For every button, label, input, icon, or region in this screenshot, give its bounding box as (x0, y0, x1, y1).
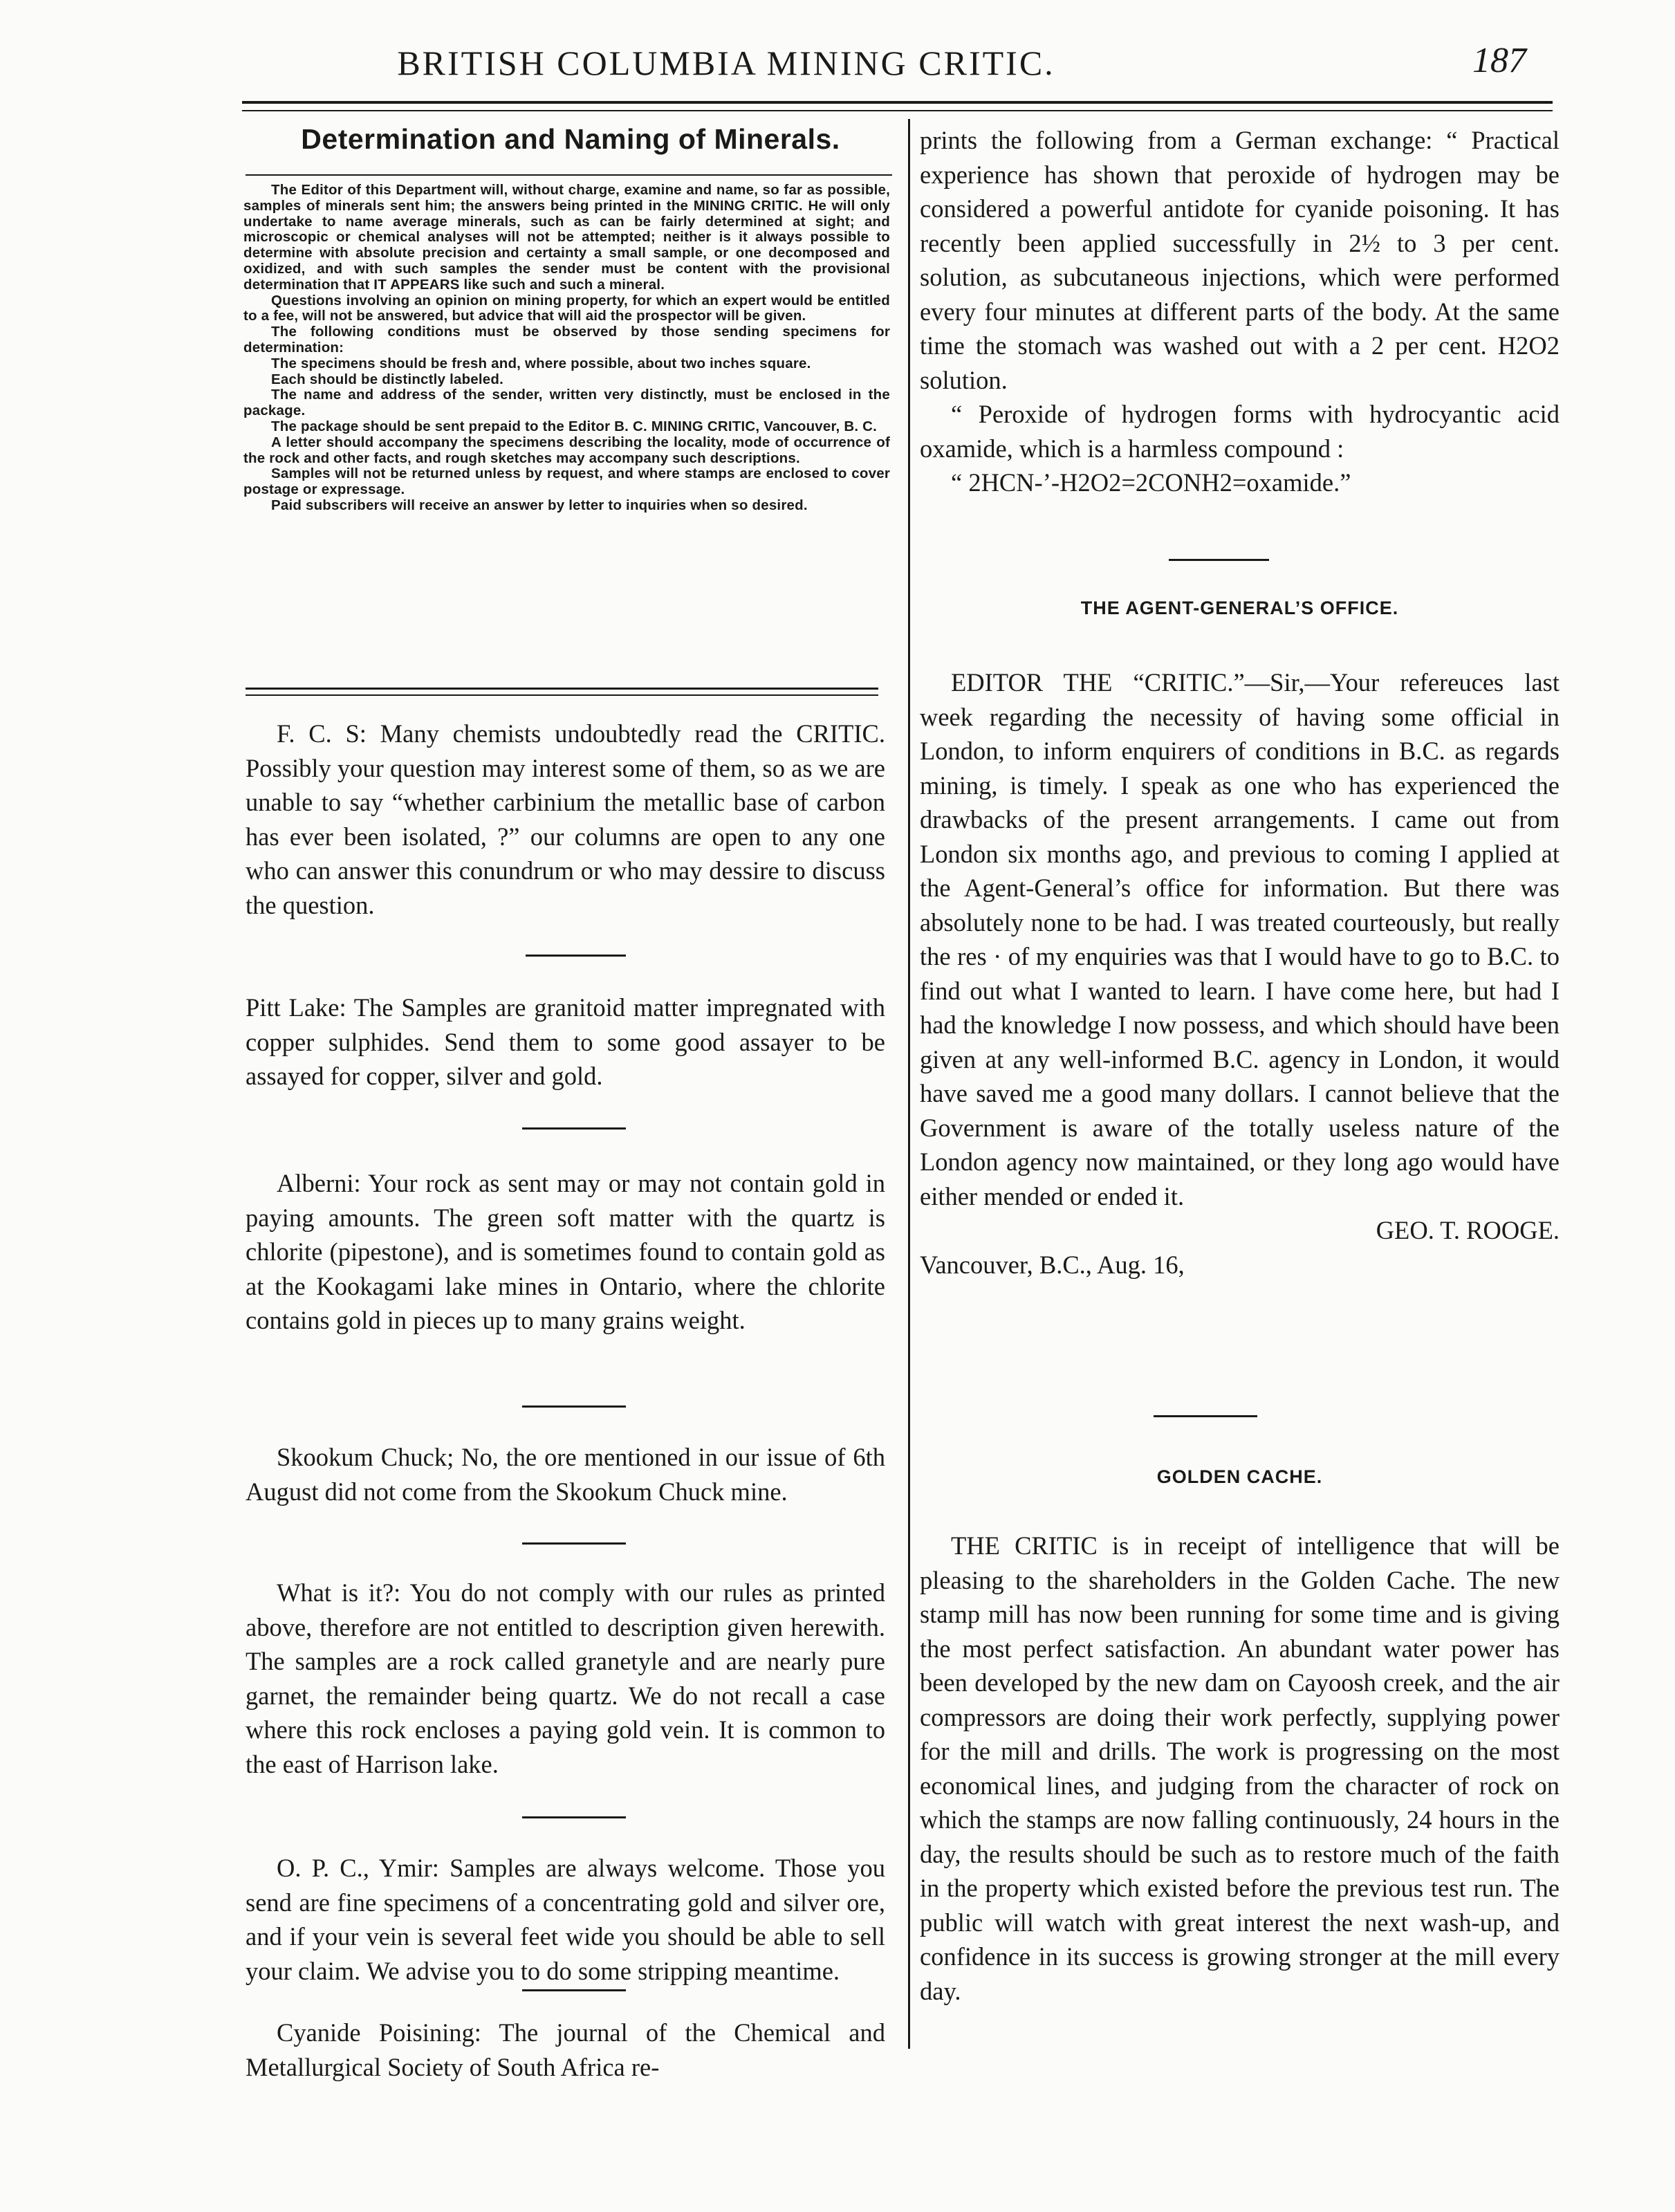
answer-what-is-it: What is it?: You do not comply with our rules as printed above, therefore are not entitled to description given herewith. The samples are a rock called granetyle and are nearly pure garnet, the remainder being quartz. We do not recall a case where this rock encloses a paying gold vein. It is common to the east of Harrison lake. (246, 1578, 885, 1778)
notice-para: The specimens should be fresh and, where possible, about two inches square. (271, 355, 811, 371)
answer-alberni: Alberni: Your rock as sent may or may not contain gold in paying amounts. The green soft matter with the quartz is chlorite (pipestone), and is sometimes found to contain gold as at the Kookagami lake mines in Ontario, where the chlorite contains gold in pieces up to many grains weight. (246, 1169, 885, 1334)
notice-para: The Editor of this Department will, without charge, examine and name, so far as possible, samples of minerals sent him; the answers being printed in the MINING CRITIC. He will only undertake to name average minerals, such as can be fairly determined at sight; and microscopic or chemical analyses will not be attempted; neither is it always possible to determine with absolute precision and certainty a small sample, or one decomposed and oxidized, and with such samples the sender must be content with the provisional determination that IT APPEARS like such and such a mineral. (243, 182, 890, 293)
header-rule-bottom (242, 110, 1553, 111)
notice-para: The following conditions must be observed by those sending specimens for determination: (243, 324, 890, 356)
answer-pitt-lake: Pitt Lake: The Samples are granitoid matter impregnated with copper sulphides. Send them to some good assayer to be assayed for copper, silver and gold. (246, 993, 885, 1090)
column-divider (908, 119, 910, 2049)
separator (1169, 559, 1269, 561)
section-title: Determination and Naming of Minerals. (301, 123, 840, 155)
notice-block (243, 183, 890, 514)
title-rule (246, 174, 892, 176)
notice-rule-top (246, 688, 878, 690)
notice-para: Questions involving an opinion on mining property, for which an expert would be entitled to a fee, will not be answered, but advice that will aid the prospector will be given. (243, 292, 890, 324)
notice-para: A letter should accompany the specimens describing the locality, mode of occurrence of the rock and other facts, and rough sketches may accompany such descriptions. (243, 434, 890, 466)
notice-para: Samples will not be returned unless by request, and where stamps are enclosed to cover postage or expressage. (243, 466, 890, 498)
separator (522, 1816, 626, 1818)
page-number: 187 (1472, 41, 1526, 80)
separator (522, 1127, 626, 1130)
separator (522, 1542, 626, 1545)
answer-fcs: F. C. S: Many chemists undoubtedly read the CRITIC. Possibly your question may interest some of them, so as we are unable to say “whether carbinium the metallic base of carbon has ever been isolated, ?” our columns are open to any one who can answer this conundrum or who may dessire to discuss the question. (246, 719, 885, 919)
golden-cache-title: GOLDEN CACHE. (1156, 1466, 1323, 1487)
agent-general-letter: EDITOR THE “CRITIC.”—Sir,—Your refereuces last week regarding the necessity of having some official in London, to inform enquirers of conditions in B.C. as regards mining, is timely. I speak as one who has experienced the drawbacks of the present arrangements. I came out from London six months ago, and previous to coming I applied at the Agent-General’s office for information. But there was absolutely none to be had. I was treated courteously, but really the res · of my enquiries was that I would have to go to B.C. to find out what I wanted to learn. I have come here, but had I had the knowledge I now possess, and which should have been given at any well-informed B.C. agency in London, it would have saved me a good many dollars. I cannot believe that the Government is aware of the totally useless nature of the London agency now maintained, or they long ago would have either mended or ended it. GEO. T. ROOGE. Vancouver, B.C., Aug. 16, (920, 665, 1560, 1282)
header-rule-top (242, 101, 1553, 104)
notice-para: Each should be distinctly labeled. (271, 371, 504, 387)
answer-opc-ymir: O. P. C., Ymir: Samples are always welcome. Those you send are fine specimens of a concentrating gold and silver ore, and if your vein is several feet wide you should be able to sell your claim. We advise you to do some stripping meantime. (246, 1854, 885, 1985)
separator (1154, 1415, 1257, 1417)
separator (522, 1405, 626, 1408)
running-head: BRITISH COLUMBIA MINING CRITIC. (397, 44, 1055, 82)
notice-para: The package should be sent prepaid to the Editor B. C. MINING CRITIC, Vancouver, B. C. (271, 418, 878, 434)
notice-rule-bottom (246, 694, 878, 696)
agent-general-title: THE AGENT-GENERAL’S OFFICE. (1080, 598, 1399, 618)
signature: GEO. T. ROOGE. (1376, 1216, 1560, 1244)
cyanide-continued: prints the following from a German exchange: “ Practical experience has shown that peroxide of hydrogen may be considered a powerful antidote for cyanide poisoning. It has recently been applied successfully in 2½ to 3 per cent. solution, as subcutaneous injections, which were performed every four minutes at different parts of the body. At the same time the stomach was washed out with a 2 per cent. H2O2 solution. “ Peroxide of hydrogen forms with hydrocyantic acid oxamide, which is a harmless compound : “ 2HCN-’-H2O2=2CONH2=oxamide.” (920, 126, 1560, 497)
dateline: Vancouver, B.C., Aug. 16, (920, 1250, 1185, 1279)
separator (526, 955, 626, 957)
answer-skookum-chuck: Skookum Chuck; No, the ore mentioned in our issue of 6th August did not come from the Skookum Chuck mine. (246, 1443, 885, 1506)
notice-para: Paid subscribers will receive an answer by letter to inquiries when so desired. (271, 497, 808, 513)
golden-cache-article: THE CRITIC is in receipt of intelligence that will be pleasing to the shareholders in the Golden Cache. The new stamp mill has now been running for some time and is giving the most perfect satisfaction. An abundant water power has been developed by the new dam on Cayoosh creek, and the air compressors are doing their work perfectly, supplying power for the mill and drills. The work is progressing on the most economical lines, and judging from the character of rock on which the stamps are now falling continuously, 24 hours in the day, the results should be such as to restore much of the faith in the property which existed before the previous test run. The public will watch with great interest the next wash-up, and confidence in its success is growing stronger at the mill every day. (920, 1531, 1560, 2005)
notice-para: The name and address of the sender, written very distinctly, must be enclosed in the package. (243, 387, 890, 419)
answer-cyanide: Cyanide Poisining: The journal of the Chemical and Metallurgical Society of South Africa re- (246, 2018, 885, 2081)
separator (522, 1989, 626, 1991)
